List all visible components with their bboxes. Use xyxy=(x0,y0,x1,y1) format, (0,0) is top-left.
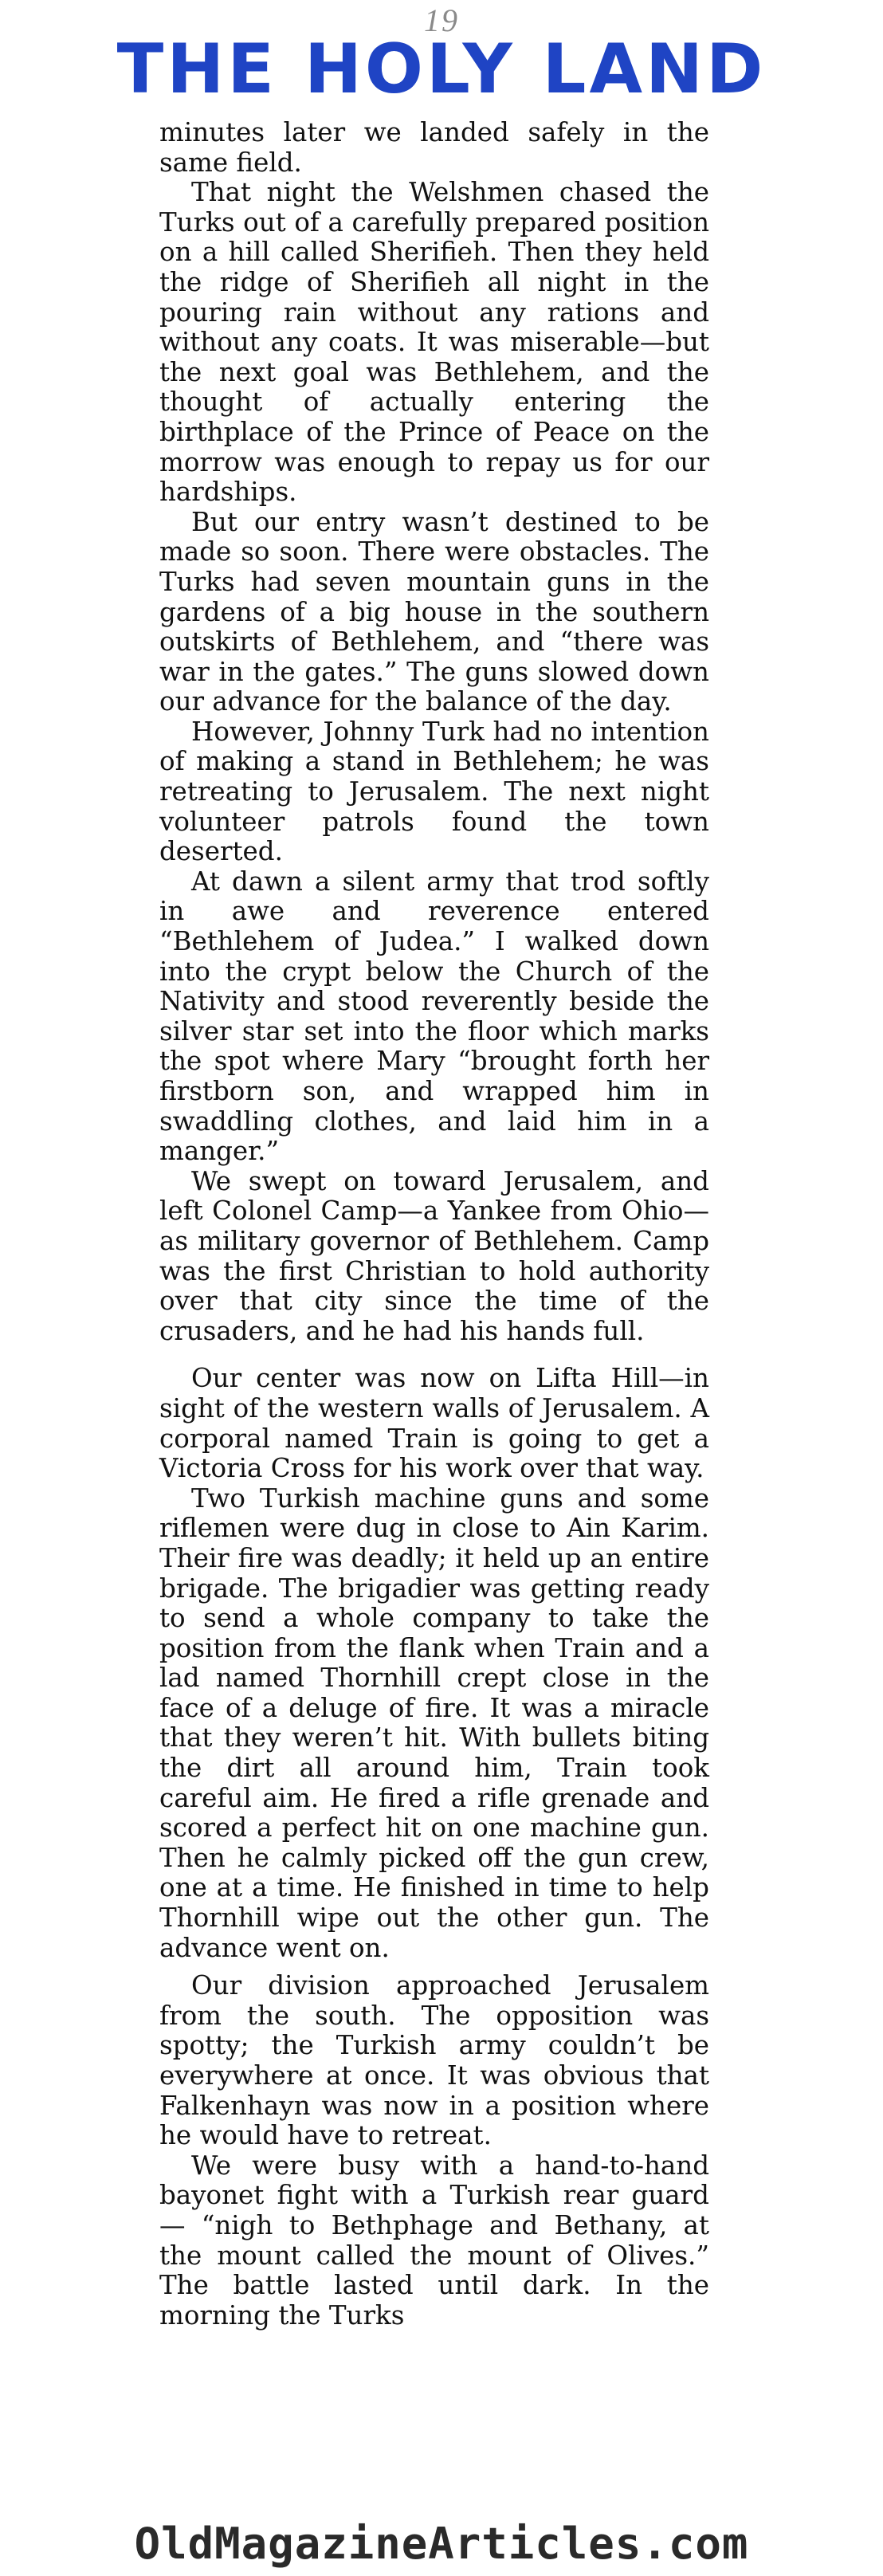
article-paragraph: But our entry wasn’t destined to be made so soon. There were obstacles. The Turks had seven mountain guns in the gardens of a big house in the southern outskirts of Bethlehem, and “there was war in the gates.” The guns slowed down our advance for the balance of the day. xyxy=(159,506,709,717)
article-paragraph: minutes later we landed safely in the same field. xyxy=(159,117,709,178)
article-paragraph: Our center was now on Lifta Hill—in sight of the western walls of Jerusalem. A corporal named Train is going to get a Victoria Cross for his work over that way. xyxy=(159,1363,709,1484)
article-paragraph: Two Turkish machine guns and some riflemen were dug in close to Ain Karim. Their fire was deadly; it held up an entire brigade. The brigadier was getting ready to send a whole company to take the position from the flank when Train and a lad named Thornhill crept close in the face of a deluge of fire. It was a miracle that they weren’t hit. With bullets biting the dirt all around him, Train took careful aim. He fired a rifle grenade and scored a perfect hit on one machine gun. Then he calmly picked off the gun crew, one at a time. He finished in time to help Thornhill wipe out the other gun. The advance went on. xyxy=(159,1482,709,1963)
article-paragraph: That night the Welshmen chased the Turks out of a carefully prepared position on a hill called Sherifieh. Then they held the ridge of Sherifieh all night in the pouring rain without any rations and without any coats. It was miserable—but the next goal was Bethlehem, and the thought of actually entering the birthplace of the Prince of Peace on the morrow was enough to repay us for our hardships. xyxy=(159,177,709,508)
page-number: 19 xyxy=(424,2,459,38)
article-paragraph: We were busy with a hand-to-hand bayonet fight with a Turkish rear guard — “nigh to Bethphage and Bethany, at the mount called the mount of Olives.” The battle lasted until dark. In the morning the Turks xyxy=(159,2150,709,2331)
article-paragraph: However, Johnny Turk had no intention of making a stand in Bethlehem; he was retreating to Jerusalem. The next night volunteer patrols found the town deserted. xyxy=(159,716,709,867)
article-paragraph: At dawn a silent army that trod softly in awe and reverence entered “Bethlehem of Judea.” I walked down into the crypt below the Church of the Nativity and stood reverently beside the silver star set into the floor which marks the spot where Mary “brought forth her firstborn son, and wrapped him in swaddling clothes, and laid him in a manger.” xyxy=(159,866,709,1167)
article-paragraph: We swept on toward Jerusalem, and left Colonel Camp—a Yankee from Ohio—as military governor of Bethlehem. Camp was the first Christian to hold authority over that city since the time of the crusaders, and he had his hands full. xyxy=(159,1165,709,1346)
site-watermark: OldMagazineArticles.com xyxy=(134,2519,749,2569)
article-column xyxy=(159,118,709,2331)
headline: THE HOLY LAND xyxy=(116,29,767,109)
article-paragraph: Our division approached Jerusalem from the south. The opposition was spotty; the Turkish army couldn’t be everywhere at once. It was obvious that Falkenhayn was now in a position where he would have to retreat. xyxy=(159,1970,709,2151)
